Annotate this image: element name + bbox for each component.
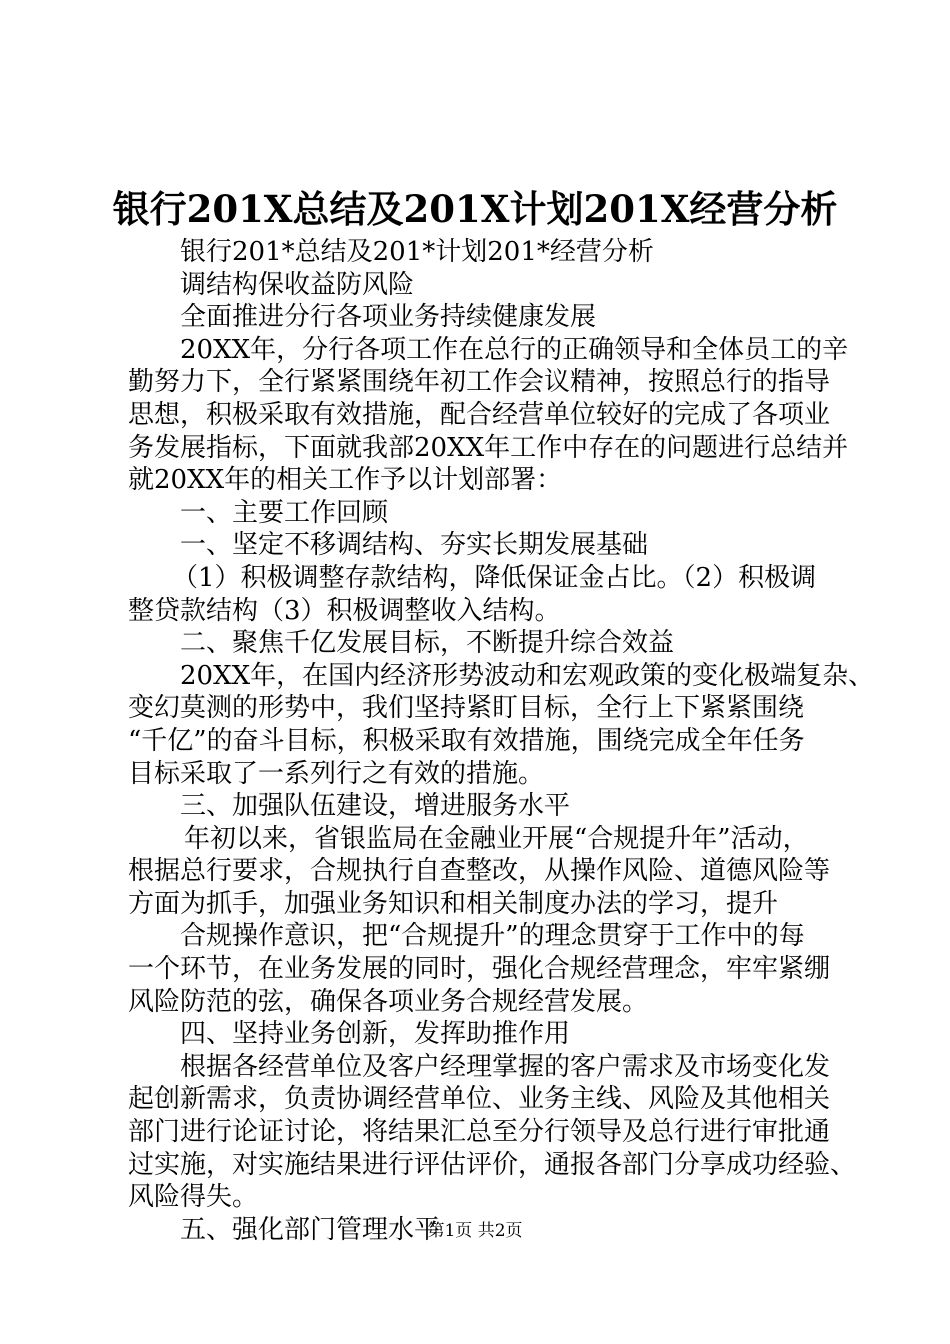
body-line: 起创新需求，负责协调经营单位、业务主线、风险及其他相关 [128,1084,831,1115]
body-line: 风险防范的弦，确保各项业务合规经营发展。 [128,986,649,1017]
body-line: （1）积极调整存款结构，降低保证金占比。（2）积极调 [172,562,817,593]
body-line: 务发展指标，下面就我部20XX年工作中存在的问题进行总结并 [128,432,849,463]
page-number: 第1页 共2页 [427,1221,523,1241]
body-line: 一个环节，在业务发展的同时，强化合规经营理念，牢牢紧绷 [128,954,831,985]
section-heading: 一、坚定不移调结构、夯实长期发展基础 [180,530,649,561]
section-heading: 五、强化部门管理水平 [180,1214,441,1245]
body-line: “千亿”的奋斗目标，积极采取有效措施，围绕完成全年任务 [128,725,805,756]
document-title: 银行201X总结及201X计划201X经营分析 [112,187,838,231]
section-heading: 三、加强队伍建设，增进服务水平 [180,791,571,822]
body-line: 方面为抓手，加强业务知识和相关制度办法的学习，提升 [128,888,779,919]
body-line: 勤努力下，全行紧紧围绕年初工作会议精神，按照总行的指导 [128,367,831,398]
body-line: 银行201*总结及201*计划201*经营分析 [180,237,654,267]
body-line: 就20XX年的相关工作予以计划部署： [128,465,563,496]
body-line: 部门进行论证讨论，将结果汇总至分行领导及总行进行审批通 [128,1117,831,1148]
body-line: 目标采取了一系列行之有效的措施。 [128,758,545,789]
body-line: 根据各经营单位及客户经理掌握的客户需求及市场变化发 [180,1051,831,1082]
section-heading: 四、坚持业务创新，发挥助推作用 [180,1019,571,1050]
body-line: 过实施，对实施结果进行评估评价，通报各部门分享成功经验、 [128,1149,857,1180]
body-line: 变幻莫测的形势中，我们坚持紧盯目标，全行上下紧紧围绕 [128,693,805,724]
body-line: 合规操作意识，把“合规提升”的理念贯穿于工作中的每 [180,921,805,952]
section-heading: 二、聚焦千亿发展目标，不断提升综合效益 [180,628,675,659]
section-heading: 一、主要工作回顾 [180,497,389,528]
body-line: 20XX年，分行各项工作在总行的正确领导和全体员工的辛 [180,334,849,365]
body-line: 风险得失。 [128,1182,259,1213]
body-line: 全面推进分行各项业务持续健康发展 [180,302,597,333]
body-line: 年初以来，省银监局在金融业开展“合规提升年”活动， [184,823,809,854]
body-line: 20XX年，在国内经济形势波动和宏观政策的变化极端复杂、 [180,660,875,691]
document-body [128,236,875,1246]
body-line: 思想，积极采取有效措施，配合经营单位较好的完成了各项业 [128,399,831,430]
body-line: 根据总行要求，合规执行自查整改，从操作风险、道德风险等 [128,856,831,887]
body-line: 整贷款结构（3）积极调整收入结构。 [128,595,561,626]
body-line: 调结构保收益防风险 [180,269,415,300]
